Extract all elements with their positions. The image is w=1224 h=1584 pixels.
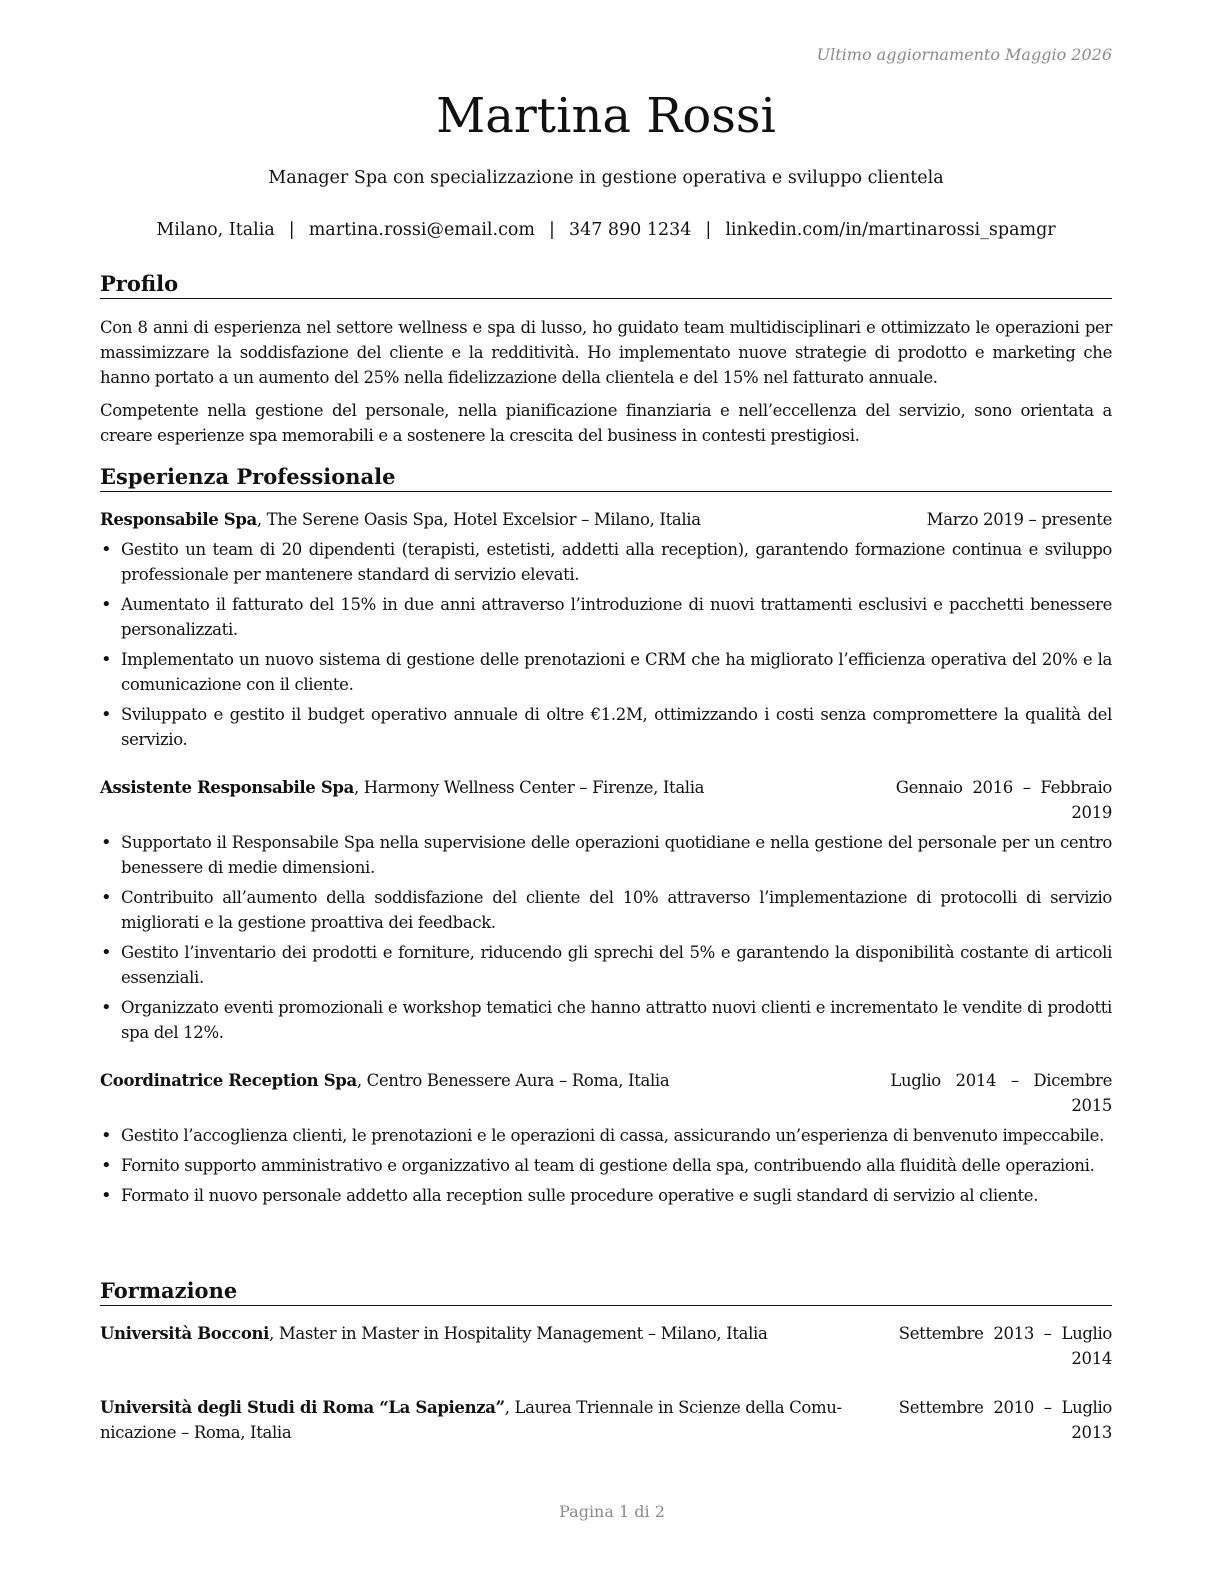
education-dates <box>899 1395 1112 1445</box>
contact-line <box>100 220 1112 240</box>
education-dates-line1: Settembre 2013 – Luglio <box>898 1324 1112 1343</box>
education-dates-line1: Settembre 2010 – Luglio <box>898 1398 1112 1417</box>
job-place: , Harmony Wellness Center – Firenze, Italia <box>353 778 705 797</box>
list-item: • Supportato il Responsabile Spa nella supervisione delle operazioni quotidiane e nella gestione del personale per un centro benessere di medie dimensioni. <box>100 830 1112 880</box>
list-item: • Aumentato il fatturato del 15% in due anni attraverso l’introduzione di nuovi trattamenti esclusivi e pacchetti benessere personalizzati. <box>100 592 1112 642</box>
contact-separator: | <box>288 220 295 240</box>
list-item: • Gestito l’accoglienza clienti, le prenotazioni e le operazioni di cassa, assicurando un’esperienza di benvenuto impeccabile. <box>100 1123 1112 1148</box>
job-dates <box>890 1068 1112 1118</box>
tagline: Manager Spa con specializzazione in gestione operativa e sviluppo clientela <box>268 168 944 188</box>
list-item: • Contribuito all’aumento della soddisfazione del cliente del 10% attraverso l’implementazione di protocolli di servizio migliorati e la gestione proattiva dei feedback. <box>100 885 1112 935</box>
profile-paragraph: Competente nella gestione del personale, nella pianificazione finanziaria e nell’eccellenza del servizio, sono orientata a creare esperienze spa memorabili e a sostenere la crescita del business in contesti prestigiosi. <box>100 401 1112 445</box>
contact-linkedin[interactable]: linkedin.com/in/martinarossi_spamgr <box>725 220 1056 240</box>
education-entry <box>100 1321 1112 1371</box>
degree-line2: nicazione – Roma, Italia <box>100 1423 292 1442</box>
job-role: Responsabile Spa <box>100 510 257 529</box>
list-item: • Sviluppato e gestito il budget operativo annuale di oltre €1.2M, ottimizzando i costi senza compromettere la qualità del servizio. <box>100 702 1112 752</box>
job-place: , Centro Benessere Aura – Roma, Italia <box>356 1071 670 1090</box>
education-dates-line2: 2013 <box>1071 1423 1112 1442</box>
degree: , Master in Master in Hospitality Management – Milano, Italia <box>269 1324 768 1343</box>
job-bullets <box>100 537 1112 757</box>
job-place: , The Serene Oasis Spa, Hotel Excelsior – Milano, Italia <box>256 510 701 529</box>
list-item: • Formato il nuovo personale addetto alla reception sulle procedure operative e sugli standard di servizio al cliente. <box>100 1183 1112 1208</box>
education-dates <box>899 1321 1112 1371</box>
candidate-name: Martina Rossi <box>436 88 776 144</box>
job-dates-line2: 2019 <box>1071 803 1112 822</box>
contact-phone: 347 890 1234 <box>568 220 692 240</box>
job-dates-line2: 2015 <box>1071 1096 1112 1115</box>
job-header <box>100 1068 1112 1118</box>
last-updated: Ultimo aggiornamento Maggio 2026 <box>816 45 1112 64</box>
section-title-education: Formazione <box>100 1278 1112 1306</box>
job-header <box>100 775 1112 825</box>
education-dates-line2: 2014 <box>1071 1349 1112 1368</box>
list-item: • Gestito l’inventario dei prodotti e forniture, riducendo gli sprechi del 5% e garantendo la disponibilità costante di articoli essenziali. <box>100 940 1112 990</box>
section-title-profile: Profilo <box>100 271 1112 299</box>
job-dates: Marzo 2019 – presente <box>926 510 1112 529</box>
list-item: • Implementato un nuovo sistema di gestione delle prenotazioni e CRM che ha migliorato l’efficienza operativa del 20% e la comunicazione con il cliente. <box>100 647 1112 697</box>
profile-paragraph: Con 8 anni di esperienza nel settore wellness e spa di lusso, ho guidato team multidisciplinari e ottimizzato le operazioni per massimizzare la soddisfazione del cliente e la redditività. Ho implementato nuove strategie di prodotto e marketing che hanno portato a un aumento del 25% nella fidelizzazione della clientela e del 15% nel fatturato annuale. <box>100 318 1112 387</box>
education-entry <box>100 1395 1112 1445</box>
contact-separator: | <box>549 220 555 240</box>
job-role: Assistente Responsabile Spa <box>100 778 354 797</box>
contact-separator: | <box>705 220 712 240</box>
page-number: Pagina 1 di 2 <box>559 1502 665 1521</box>
job-dates <box>896 775 1112 825</box>
job-dates-line1: Luglio 2014 – Dicembre <box>890 1071 1112 1090</box>
job-dates-line1: Gennaio 2016 – Febbraio <box>895 778 1112 797</box>
list-item: • Organizzato eventi promozionali e workshop tematici che hanno attratto nuovi clienti e incrementato le vendite di prodotti spa del 12%. <box>100 995 1112 1045</box>
job-role: Coordinatrice Reception Spa <box>100 1071 357 1090</box>
degree-line1: , Laurea Triennale in Scienze della Comu- <box>504 1398 842 1417</box>
job-bullets <box>100 1123 1112 1213</box>
job-header <box>100 507 1112 532</box>
school-name: Università degli Studi di Roma “La Sapienza” <box>100 1398 505 1417</box>
section-title-experience: Esperienza Professionale <box>100 464 1112 492</box>
list-item: • Fornito supporto amministrativo e organizzativo al team di gestione della spa, contribuendo alla fluidità delle operazioni. <box>100 1153 1112 1178</box>
school-name: Università Bocconi <box>100 1324 270 1343</box>
contact-email[interactable]: martina.rossi@email.com <box>308 220 536 240</box>
job-bullets <box>100 830 1112 1050</box>
contact-location: Milano, Italia <box>156 220 275 240</box>
list-item: • Gestito un team di 20 dipendenti (terapisti, estetisti, addetti alla reception), garantendo formazione continua e sviluppo professionale per mantenere standard di servizio elevati. <box>100 537 1112 587</box>
